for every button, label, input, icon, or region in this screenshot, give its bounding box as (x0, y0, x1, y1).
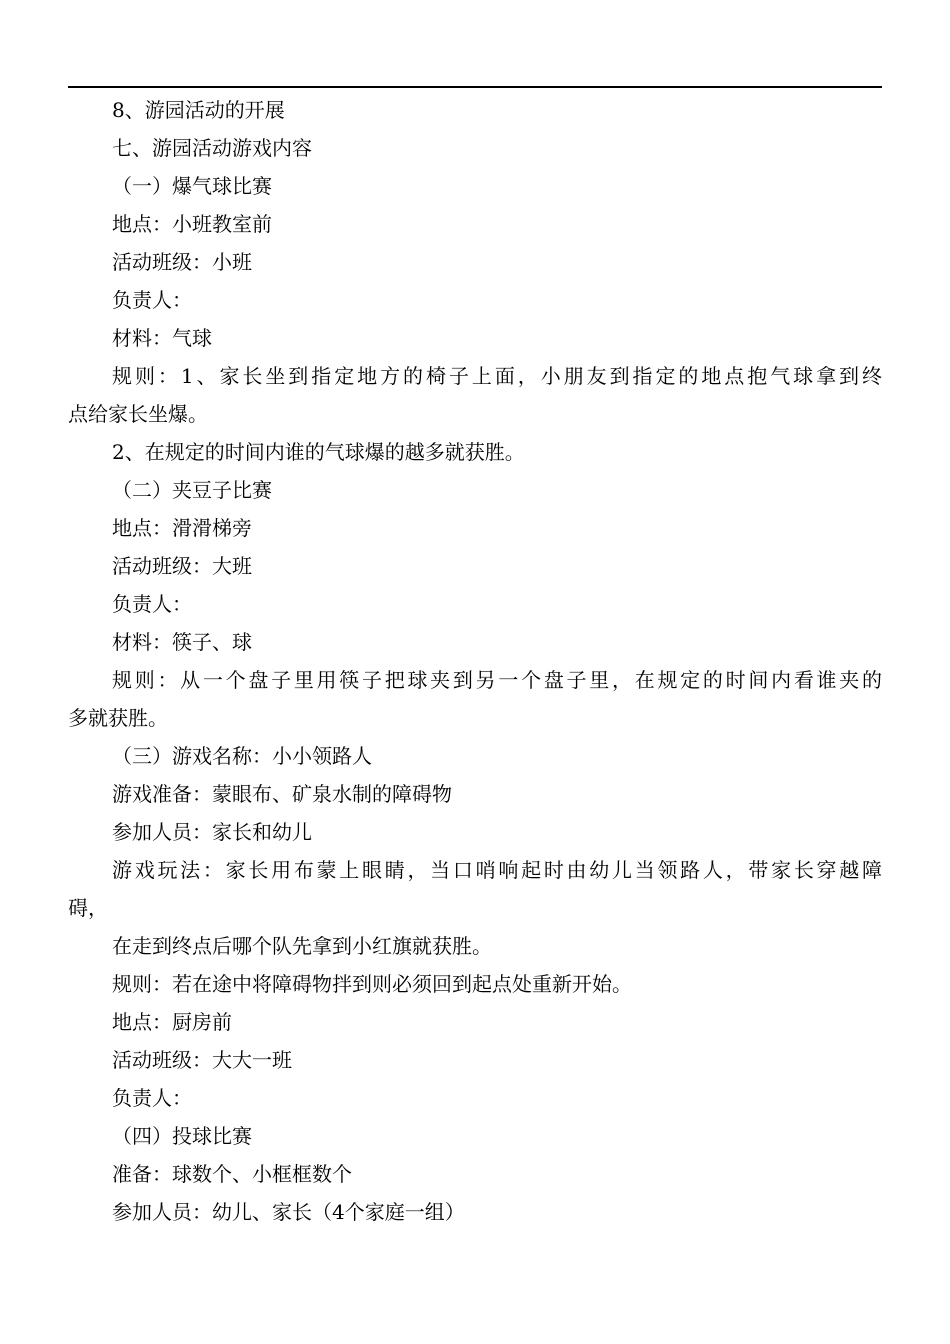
text-line: 活动班级：小班 (112, 250, 252, 274)
text-line: 规则：从一个盘子里用筷子把球夹到另一个盘子里，在规定的时间内看谁夹的 (112, 668, 882, 692)
section-heading: 七、游园活动游戏内容 (112, 136, 312, 160)
text-line: 参加人员：幼儿、家长（4个家庭一组） (112, 1200, 465, 1224)
text-line: 规则：1、家长坐到指定地方的椅子上面，小朋友到指定的地点抱气球拿到终 (112, 364, 882, 388)
document-body (68, 91, 882, 1231)
game-heading: （二）夹豆子比赛 (112, 478, 272, 502)
text-line: 负责人： (112, 592, 192, 616)
text-line: 地点：滑滑梯旁 (112, 516, 252, 540)
header-rule (68, 86, 882, 88)
text-line: 8、游园活动的开展 (112, 98, 285, 122)
text-line: 地点：小班教室前 (112, 212, 272, 236)
text-line: 地点：厨房前 (112, 1010, 232, 1034)
text-line: 游戏玩法：家长用布蒙上眼睛，当口哨响起时由幼儿当领路人，带家长穿越障 (112, 858, 882, 882)
text-line: 参加人员：家长和幼儿 (112, 820, 312, 844)
text-line: 规则：若在途中将障碍物拌到则必须回到起点处重新开始。 (112, 972, 632, 996)
text-line: 碍， (68, 896, 108, 920)
text-line: 准备：球数个、小框框数个 (112, 1162, 352, 1186)
text-line: 游戏准备：蒙眼布、矿泉水制的障碍物 (112, 782, 452, 806)
text-line: 负责人： (112, 1086, 192, 1110)
text-line: 活动班级：大班 (112, 554, 252, 578)
text-line: 活动班级：大大一班 (112, 1048, 292, 1072)
game-heading: （三）游戏名称：小小领路人 (112, 744, 372, 768)
text-line: 材料：筷子、球 (112, 630, 252, 654)
text-line: 多就获胜。 (68, 706, 168, 730)
text-line: 在走到终点后哪个队先拿到小红旗就获胜。 (112, 934, 492, 958)
text-line: 负责人： (112, 288, 192, 312)
game-heading: （一）爆气球比赛 (112, 174, 272, 198)
text-line: 材料：气球 (112, 326, 212, 350)
text-line: 点给家长坐爆。 (68, 402, 208, 426)
game-heading: （四）投球比赛 (112, 1124, 252, 1148)
text-line: 2、在规定的时间内谁的气球爆的越多就获胜。 (112, 440, 525, 464)
